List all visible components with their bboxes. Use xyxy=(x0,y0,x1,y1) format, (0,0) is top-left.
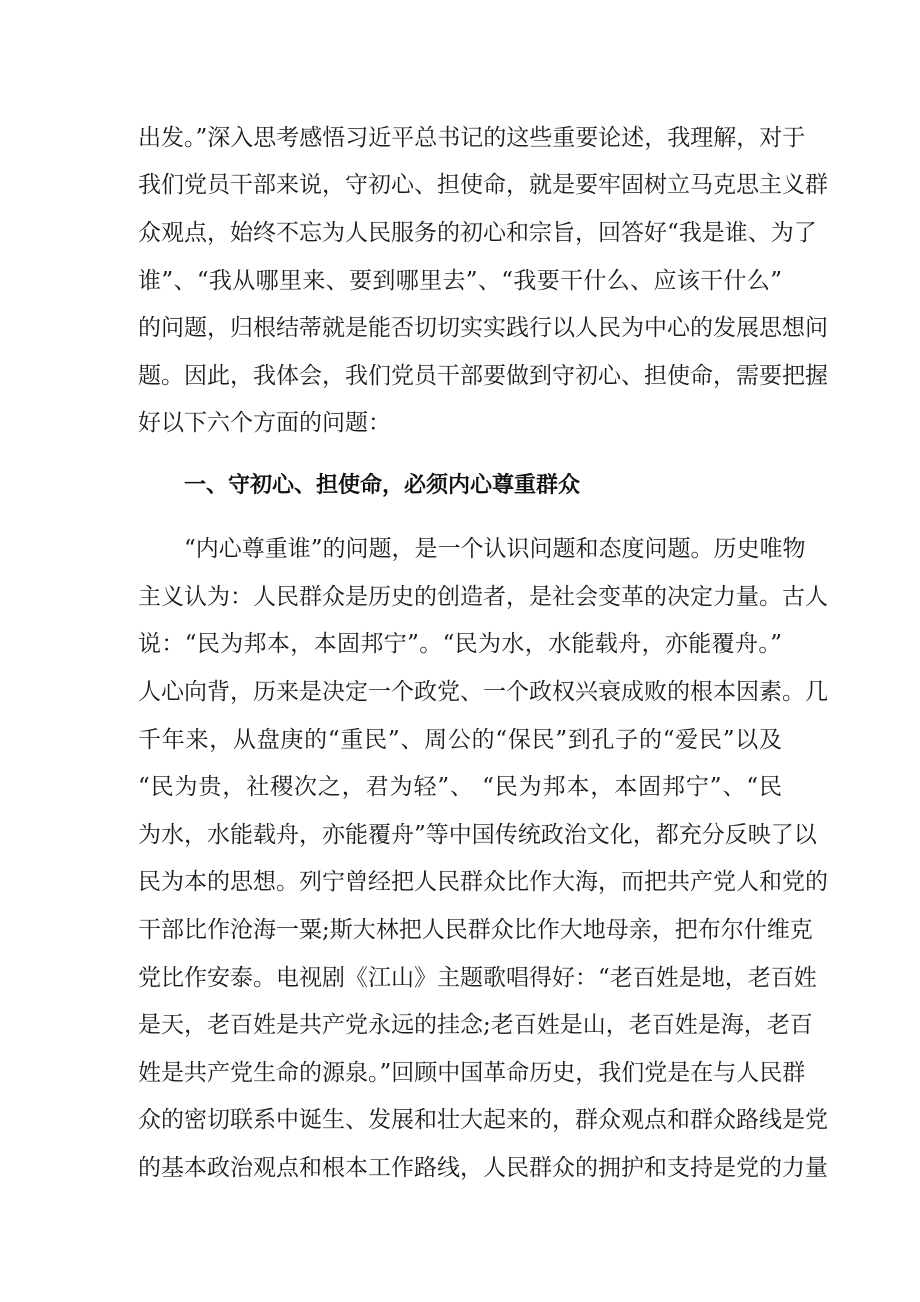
text-line: 民为本的思想。列宁曾经把人民群众比作大海，而把共产党人和党的 xyxy=(138,869,828,895)
text-line: 主义认为：人民群众是历史的创造者，是社会变革的决定力量。古人 xyxy=(138,584,828,610)
text-line: 谁”、“我从哪里来、要到哪里去”、“我要干什么、应该干什么” xyxy=(138,268,782,294)
text-line: 姓是共产党生命的源泉。”回顾中国革命历史，我们党是在与人民群 xyxy=(138,1060,806,1086)
text-line: 千年来，从盘庚的“重民”、周公的“保民”到孔子的“爱民”以及 xyxy=(138,727,782,753)
text-line: 说：“民为邦本，本固邦宁”。“民为水，水能载舟，亦能覆舟。” xyxy=(138,631,782,657)
text-line: 的基本政治观点和根本工作路线，人民群众的拥护和支持是党的力量 xyxy=(138,1155,828,1181)
text-line: 题。因此，我体会，我们党员干部要做到守初心、担使命，需要把握 xyxy=(138,363,828,389)
section-heading: 一、守初心、担使命，必须内心尊重群众 xyxy=(184,473,581,498)
text-line: 是天，老百姓是共产党永远的挂念;老百姓是山，老百姓是海，老百 xyxy=(138,1012,813,1038)
text-line: 人心向背，历来是决定一个政党、一个政权兴衰成败的根本因素。几 xyxy=(138,679,828,705)
text-line: 好以下六个方面的问题： xyxy=(138,410,391,436)
text-line: 众观点，始终不忘为人民服务的初心和宗旨，回答好“我是谁、为了 xyxy=(138,220,817,246)
text-line: “民为贵，社稷次之，君为轻”、 “民为邦本，本固邦宁”、“民 xyxy=(138,774,782,800)
text-line: “内心尊重谁”的问题，是一个认识问题和态度问题。历史唯物 xyxy=(184,536,806,562)
text-line: 党比作安泰。电视剧《江山》主题歌唱得好：“老百姓是地，老百姓 xyxy=(138,965,817,991)
text-line: 干部比作沧海一粟;斯大林把人民群众比作大地母亲，把布尔什维克 xyxy=(138,917,813,943)
text-line: 众的密切联系中诞生、发展和壮大起来的，群众观点和群众路线是党 xyxy=(138,1107,828,1133)
text-line: 出发。”深入思考感悟习近平总书记的这些重要论述，我理解，对于 xyxy=(138,125,806,151)
text-line: 为水，水能载舟，亦能覆舟”等中国传统政治文化，都充分反映了以 xyxy=(138,822,817,848)
text-line: 的问题，归根结蒂就是能否切切实实践行以人民为中心的发展思想问 xyxy=(138,315,828,341)
text-line: 我们党员干部来说，守初心、担使命，就是要牢固树立马克思主义群 xyxy=(138,172,828,198)
